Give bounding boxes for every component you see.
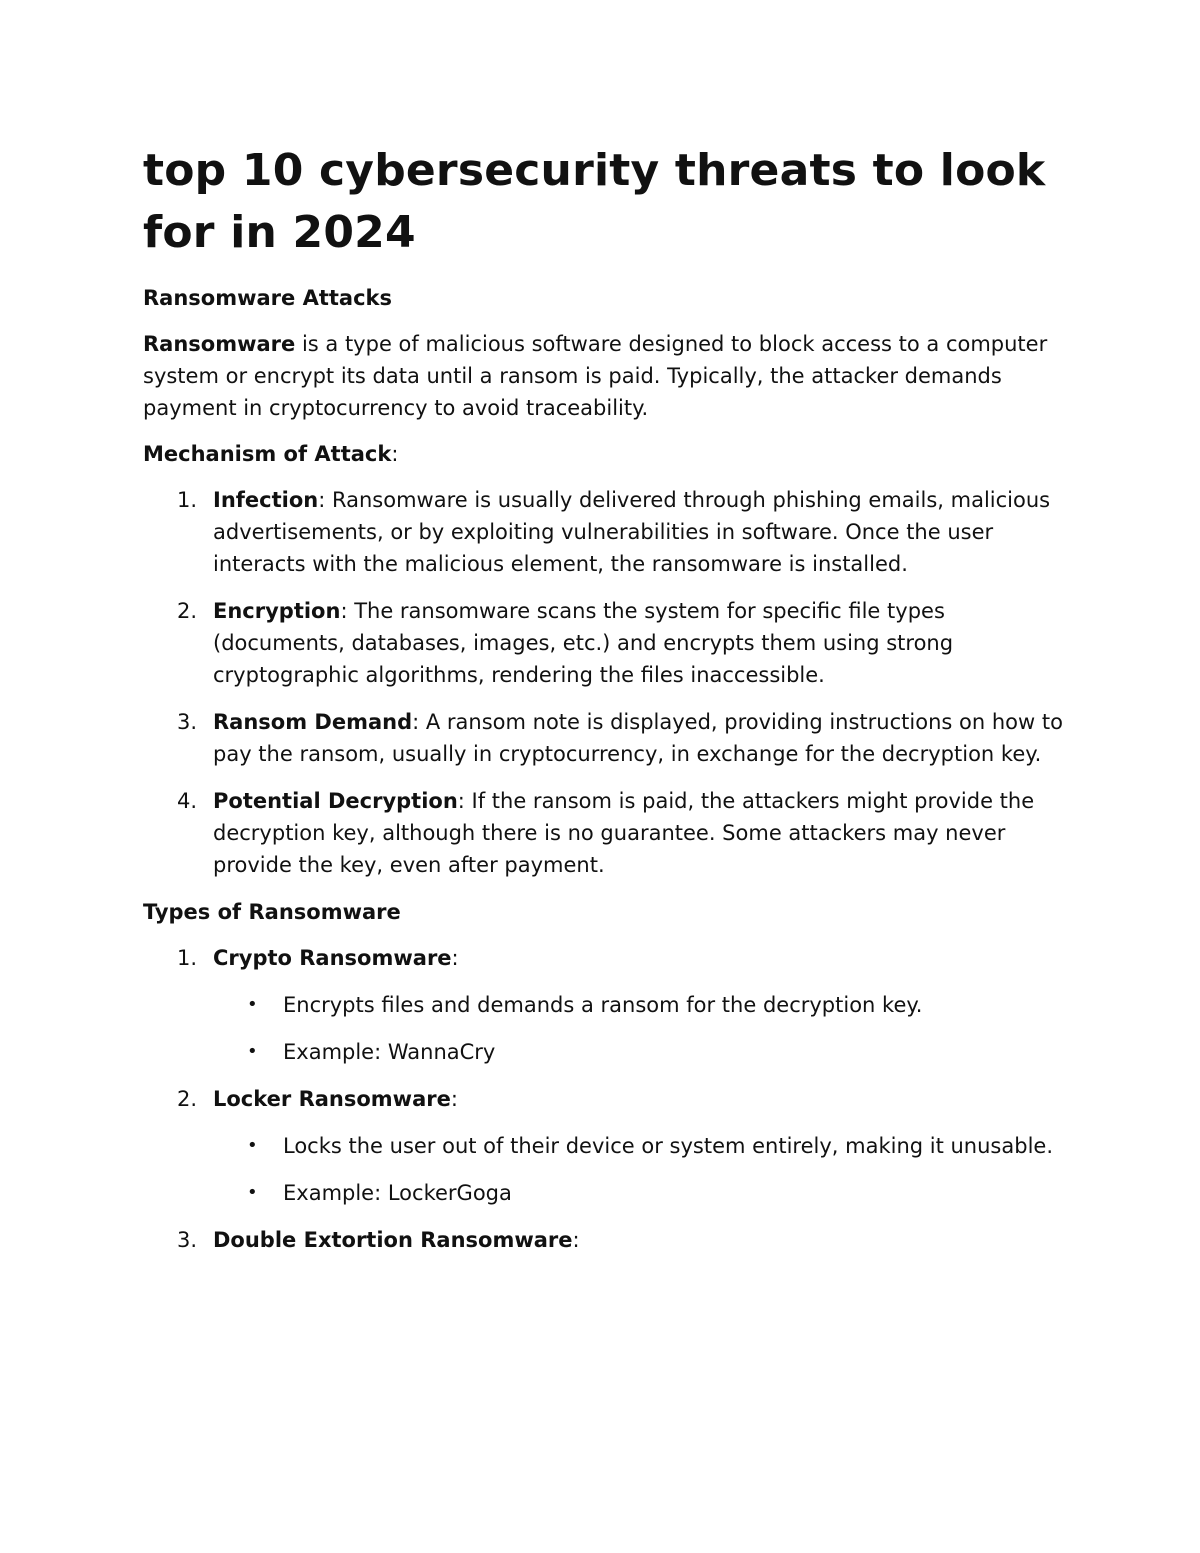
list-item <box>143 942 1063 1068</box>
sub-list <box>213 1130 1063 1209</box>
list-item <box>143 595 1063 691</box>
list-item <box>143 785 1063 881</box>
list-number: 3. <box>177 710 198 734</box>
list-item-term: Double Extortion Ransomware <box>213 1228 573 1252</box>
list-number: 3. <box>177 1228 198 1252</box>
list-item <box>143 706 1063 770</box>
list-item-colon: : <box>572 1228 580 1252</box>
bullet-icon: • <box>247 1182 258 1203</box>
list-item <box>143 1083 1063 1209</box>
sub-list-item <box>213 1177 1063 1209</box>
list-number: 4. <box>177 789 198 813</box>
sub-list <box>213 989 1063 1068</box>
list-item-text: : Ransomware is usually delivered through phishing emails, malicious advertisements, or by exploiting vulnerabilities in software. Once the user interacts with the malicious element, the ransomware is installed. <box>213 488 1051 576</box>
sub-list-item <box>213 1130 1063 1162</box>
list-item-term: Ransom Demand <box>213 710 413 734</box>
list-item-term: Encryption <box>213 599 341 623</box>
section-heading: Ransomware Attacks <box>143 286 392 310</box>
mechanism-heading-colon: : <box>391 442 399 466</box>
sub-list-item <box>213 989 1063 1021</box>
list-item <box>143 1224 1063 1256</box>
intro-term: Ransomware <box>143 332 296 356</box>
intro-paragraph <box>143 328 1063 424</box>
bullet-icon: • <box>247 1135 258 1156</box>
list-item-term: Potential Decryption <box>213 789 458 813</box>
list-item-text: : A ransom note is displayed, providing instructions on how to pay the ransom, usually in cryptocurrency, in exchange for the decryption key. <box>213 710 1063 766</box>
list-item-term: Crypto Ransomware <box>213 946 452 970</box>
document-page <box>143 140 1063 1271</box>
list-item <box>143 484 1063 580</box>
list-number: 2. <box>177 599 198 623</box>
list-item-text: : If the ransom is paid, the attackers might provide the decryption key, although there is no guarantee. Some attackers may never provide the key, even after payment. <box>213 789 1035 877</box>
document-title: top 10 cybersecurity threats to look for in 2024 <box>143 145 1046 258</box>
mechanism-list <box>143 484 1063 881</box>
mechanism-heading-label: Mechanism of Attack <box>143 442 392 466</box>
sub-list-item <box>213 1036 1063 1068</box>
list-item-term: Locker Ransomware <box>213 1087 451 1111</box>
bullet-icon: • <box>247 994 258 1015</box>
list-item-colon: : <box>450 1087 458 1111</box>
mechanism-heading <box>143 438 1063 470</box>
list-number: 1. <box>177 488 198 512</box>
list-item-colon: : <box>451 946 459 970</box>
types-list <box>143 942 1063 1256</box>
bullet-icon: • <box>247 1041 258 1062</box>
list-item-term: Infection <box>213 488 319 512</box>
list-number: 1. <box>177 946 198 970</box>
list-item-text: : The ransomware scans the system for specific file types (documents, databases, images, etc.) and encrypts them using strong cryptographic algorithms, rendering the files inaccessible. <box>213 599 954 687</box>
sub-list-text: Example: LockerGoga <box>283 1181 512 1205</box>
intro-text: is a type of malicious software designed to block access to a computer system or encrypt its data until a ransom is paid. Typically, the attacker demands payment in cryptocurrency to avoid traceability. <box>143 332 1048 420</box>
sub-list-text: Locks the user out of their device or system entirely, making it unusable. <box>283 1134 1053 1158</box>
sub-list-text: Example: WannaCry <box>283 1040 496 1064</box>
sub-list-text: Encrypts files and demands a ransom for the decryption key. <box>283 993 923 1017</box>
list-number: 2. <box>177 1087 198 1111</box>
types-heading: Types of Ransomware <box>143 900 401 924</box>
